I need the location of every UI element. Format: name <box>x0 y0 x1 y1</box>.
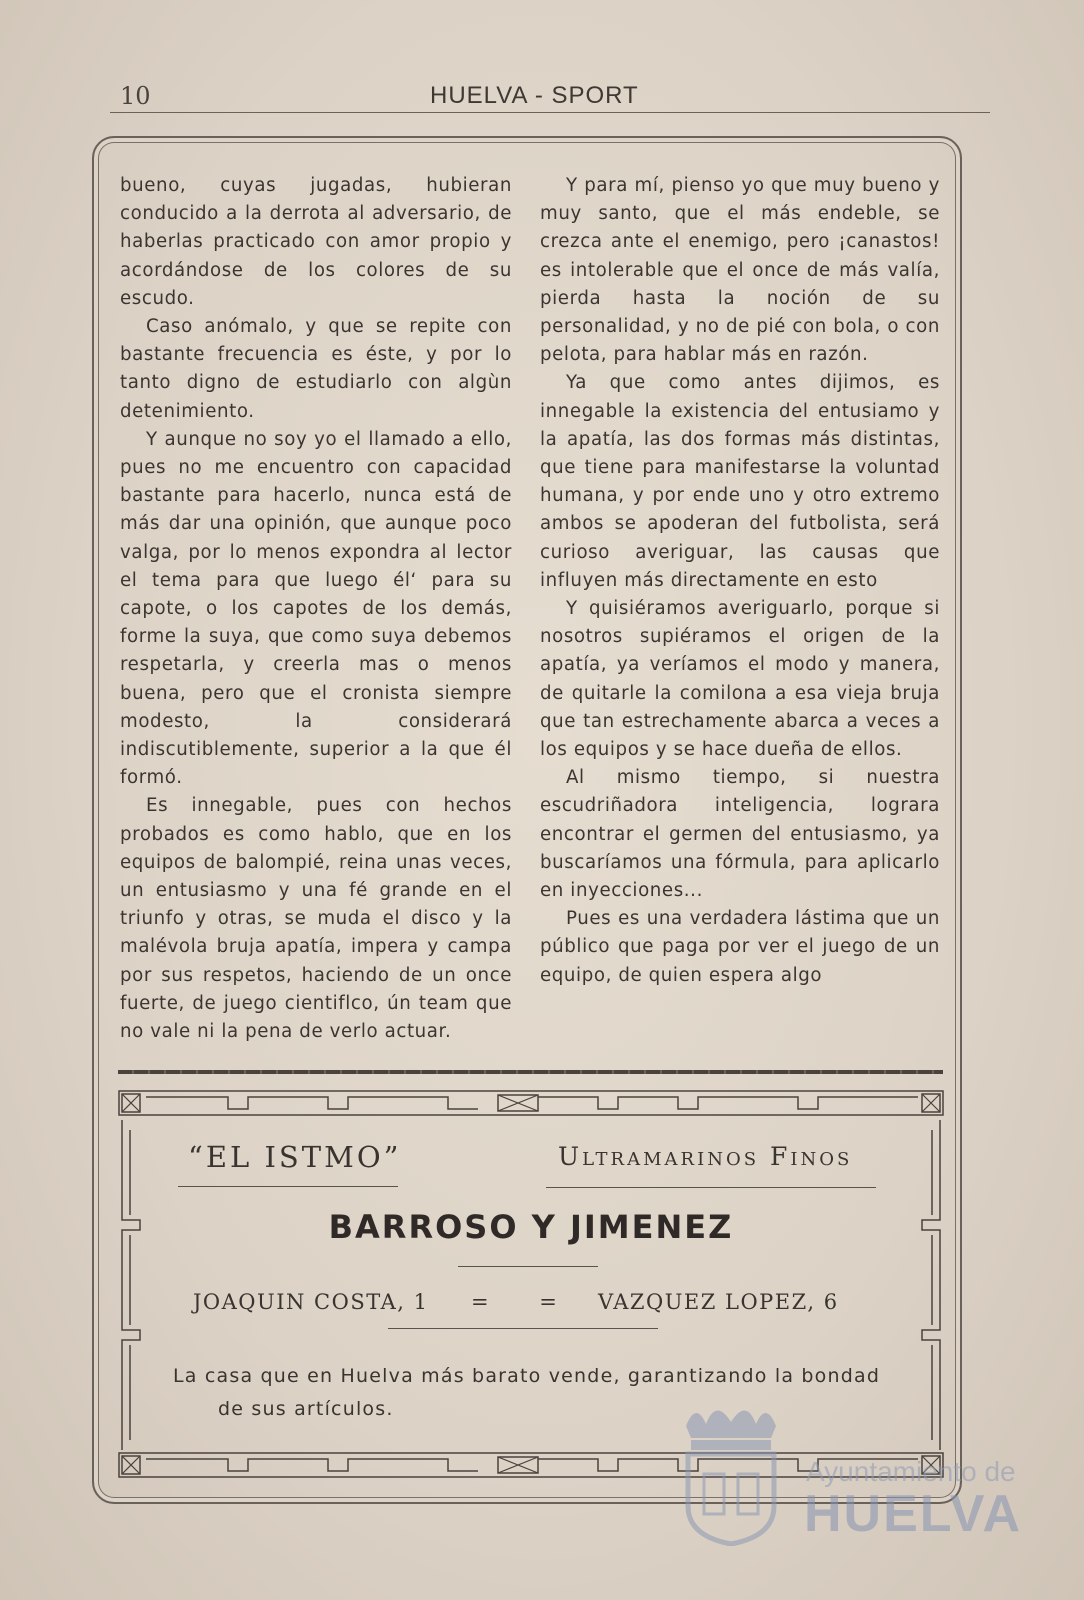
right-paragraph-1: Y para mí, pienso yo que muy bueno y muy santo, que el más endeble, se crezca ante el enemigo, pero ¡canastos! es intolerable que el once de más valía, pierda hasta la noción de su personalidad, y no de pié con bola, o con pelota, para hablar más en razón. <box>540 175 940 366</box>
shop-name-rule <box>178 1186 398 1187</box>
journal-title: HUELVA - SPORT <box>430 82 639 109</box>
huelva-crest-icon <box>676 1396 786 1546</box>
archive-watermark <box>676 1396 1023 1546</box>
greek-key-border-left <box>118 1120 144 1450</box>
address-left: JOAQUIN COSTA, 1 <box>193 1290 429 1314</box>
shop-trade: Ultramarinos Finos <box>558 1142 853 1171</box>
greek-key-border-top <box>118 1090 944 1116</box>
firm-name-rule <box>458 1266 598 1267</box>
page-header <box>110 82 990 116</box>
shop-name: “EL ISTMO” <box>188 1140 402 1174</box>
columns-bottom-rule <box>118 1070 943 1074</box>
left-paragraph-4: Es innegable, pues con hechos probados es como hablo, que en los equipos de balompié, reina unas veces, un entusiasmo y una fé grande en el triunfo y otras, se muda el disco y la malévola bruja apatía, impera y campa por sus respetos, haciendo de un once fuerte, de juego cientiflco, ún team que no vale ni la pena de verlo actuar. <box>120 795 512 1043</box>
address-separator: = = <box>471 1290 579 1314</box>
left-column <box>120 172 512 1046</box>
left-paragraph-1: bueno, cuyas jugadas, hubieran conducido a la derrota al adversario, de haberlas practicado con amor propio y acordándose de los colores de su escudo. <box>120 175 512 309</box>
right-paragraph-2: Ya que como antes dijimos, es innegable la existencia del entusiamo y la apatía, las dos formas más distintas, que tiene para manifestarse la voluntad humana, y por ende uno y otro extremo ambos se apoderan del futbolista, será curioso averiguar, las causas que influyen más directamente en esto <box>540 372 940 591</box>
page-number: 10 <box>120 82 151 110</box>
address-rule <box>388 1328 658 1329</box>
right-paragraph-3: Y quisiéramos averiguarlo, porque si nosotros supiéramos el origen de la apatía, ya veríamos el modo y manera, de quitarle la comilona a esa vieja bruja que tan estrechamente abarca a veces a los equipos y se hace dueña de ellos. <box>540 598 940 761</box>
right-column <box>540 172 940 990</box>
header-rule <box>110 112 990 113</box>
watermark-line-1: Ayuntamiento de <box>806 1456 1016 1487</box>
address-right: VAZQUEZ LOPEZ, 6 <box>598 1290 839 1314</box>
left-paragraph-2: Caso anómalo, y que se repite con bastante frecuencia es éste, y por lo tanto digno de estudiarlo con algùn detenimiento. <box>120 316 512 422</box>
slogan-line-1: La casa que en Huelva más barato vende, garantizando la bondad <box>173 1365 881 1387</box>
slogan-line-2: de sus artículos. <box>218 1398 394 1420</box>
shop-trade-rule <box>546 1187 876 1188</box>
firm-name: BARROSO Y JIMENEZ <box>328 1208 734 1246</box>
right-paragraph-4: Al mismo tiempo, si nuestra escudriñadora inteligencia, lograra encontrar el germen del entusiasmo, ya buscaríamos una fórmula, para aplicarlo en inyecciones... <box>540 767 940 902</box>
right-paragraph-5: Pues es una verdadera lástima que un público que paga por ver el juego de un equipo, de quien espera algo <box>540 908 940 986</box>
watermark-line-2: HUELVA <box>804 1485 1023 1543</box>
left-paragraph-3: Y aunque no soy yo el llamado a ello, pues no me encuentro con capacidad bastante para hacerlo, nunca está de más dar una opinión, que aunque poco valga, por lo menos expondra al lector el tema para que luego él‘ para su capote, o los capotes de los demás, forme la suya, que como suya debemos respetarla, y creerla mas o menos buena, pero que el cronista siempre modesto, la considerará indiscutiblemente, superior a la que él formó. <box>120 428 512 789</box>
